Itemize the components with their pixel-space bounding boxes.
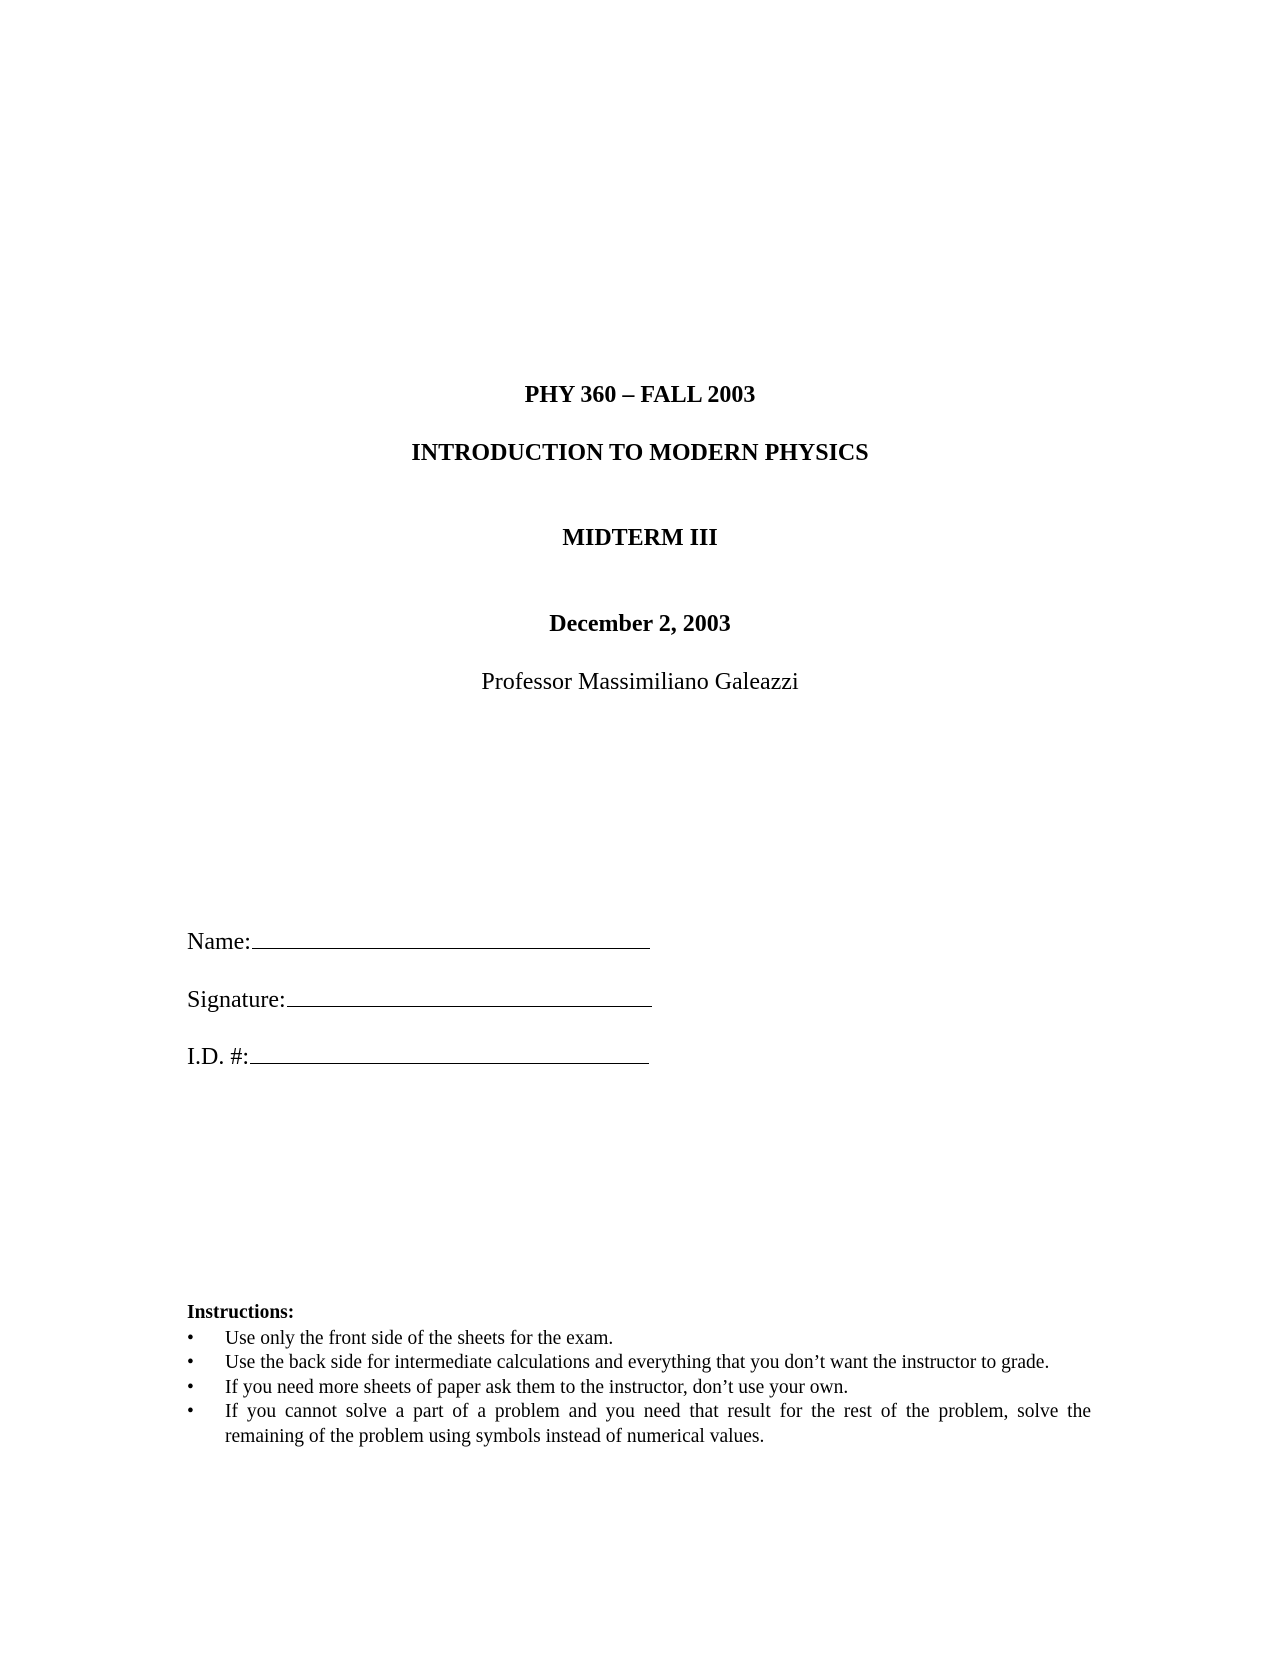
instruction-text: If you need more sheets of paper ask them to the instructor, don’t use your own. xyxy=(225,1376,849,1398)
instruction-text: Use only the front side of the sheets for the exam. xyxy=(225,1327,614,1349)
name-blank-line[interactable] xyxy=(252,928,650,949)
professor-name: Professor Massimiliano Galeazzi xyxy=(481,669,799,695)
list-item xyxy=(187,1400,1091,1449)
bullet-icon: • xyxy=(187,1376,194,1398)
id-blank-line[interactable] xyxy=(250,1043,649,1064)
name-label: Name: xyxy=(187,929,251,955)
bullet-icon: • xyxy=(187,1327,194,1349)
instructions-list xyxy=(187,1327,1091,1450)
name-field[interactable] xyxy=(187,928,650,954)
instruction-text: If you cannot solve a part of a problem and you need that result for the rest of the problem, solve the remaining of the problem using symbols instead of numerical values. xyxy=(225,1401,1091,1447)
list-item xyxy=(187,1376,1091,1401)
id-label: I.D. #: xyxy=(187,1044,249,1070)
signature-label: Signature: xyxy=(187,987,286,1013)
signature-blank-line[interactable] xyxy=(287,986,652,1007)
bullet-icon: • xyxy=(187,1401,194,1422)
list-item xyxy=(187,1351,1091,1376)
id-field[interactable] xyxy=(187,1043,649,1069)
instruction-text: Use the back side for intermediate calculations and everything that you don’t want the instructor to grade. xyxy=(225,1352,1050,1373)
course-heading: PHY 360 – FALL 2003 xyxy=(524,382,756,408)
list-item xyxy=(187,1327,1091,1352)
bullet-icon: • xyxy=(187,1352,194,1373)
instructions-heading: Instructions: xyxy=(187,1302,295,1323)
exam-date: December 2, 2003 xyxy=(549,611,731,637)
course-title: INTRODUCTION TO MODERN PHYSICS xyxy=(411,440,869,466)
instructions-section xyxy=(187,1301,1091,1449)
signature-field[interactable] xyxy=(187,986,652,1012)
exam-title: MIDTERM III xyxy=(562,525,718,551)
